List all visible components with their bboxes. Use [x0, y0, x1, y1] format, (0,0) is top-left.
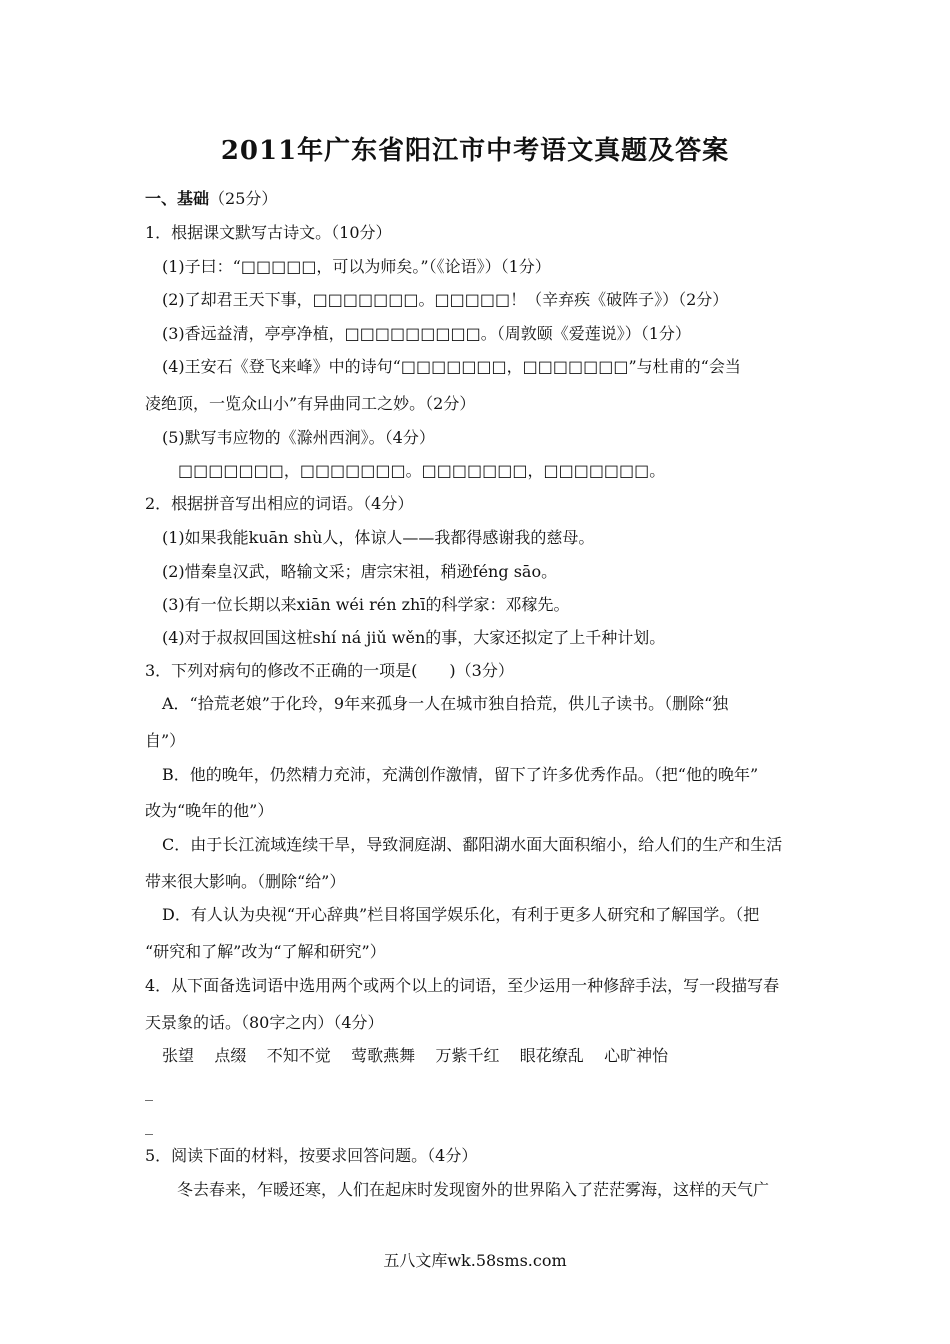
- question-4-stem: 4．从下面备选词语中选用两个或两个以上的词语，至少运用一种修辞手法，写一段描写春: [145, 976, 780, 995]
- question-5-stem: 5．阅读下面的材料，按要求回答问题。（4分）: [145, 1146, 478, 1165]
- word-bank-item: 心旷神怡: [604, 1046, 669, 1065]
- word-bank-item: 万紫千红: [435, 1046, 500, 1065]
- question-2-stem: 2．根据拼音写出相应的词语。（4分）: [145, 494, 414, 513]
- question-1-item: (4)王安石《登飞来峰》中的诗句“□□□□□□□，□□□□□□□”与杜甫的“会当: [162, 357, 741, 376]
- question-3-option: A．“拾荒老娘”于化玲，9年来孤身一人在城市独自拾荒，供儿子读书。（删除“独: [162, 694, 729, 713]
- question-1-item: (5)默写韦应物的《滁州西涧》。（4分）: [162, 428, 435, 447]
- word-bank-item: 点缀: [214, 1046, 247, 1065]
- question-1-item: 凌绝顶，一览众山小”有异曲同工之妙。（2分）: [145, 394, 476, 413]
- question-3-option: 带来很大影响。（删除“给”）: [145, 872, 346, 891]
- word-bank-item: 张望: [162, 1046, 195, 1065]
- question-3-option: 自”）: [145, 731, 186, 750]
- page-title: 2011年广东省阳江市中考语文真题及答案: [220, 136, 730, 166]
- question-4-stem: 天景象的话。（80字之内）（4分）: [145, 1013, 384, 1032]
- question-3-option: “研究和了解”改为“了解和研究”）: [145, 942, 386, 961]
- question-1-item: (1)子曰：“□□□□□，可以为师矣。”（《论语》）（1分）: [162, 257, 551, 276]
- word-bank: [162, 1046, 668, 1066]
- question-3-option: B．他的晚年，仍然精力充沛，充满创作激情，留下了许多优秀作品。（把“他的晚年”: [162, 765, 759, 784]
- word-bank-item: 不知不觉: [266, 1046, 331, 1065]
- question-1-stem: 1．根据课文默写古诗文。（10分）: [145, 223, 392, 242]
- section-heading: [145, 189, 277, 209]
- question-3-option: C．由于长江流域连续干旱，导致洞庭湖、鄱阳湖水面大面积缩小，给人们的生产和生活: [162, 835, 783, 854]
- word-bank-item: 眼花缭乱: [519, 1046, 584, 1065]
- question-5-passage: 冬去春来，乍暖还寒，人们在起床时发现窗外的世界陷入了茫茫雾海，这样的天气广: [177, 1180, 770, 1199]
- question-2-item: (1)如果我能kuān shù人，体谅人——我都得感谢我的慈母。: [162, 528, 595, 547]
- section-heading-score: （25分）: [209, 189, 278, 208]
- answer-blank: _: [145, 1082, 153, 1101]
- answer-blank: _: [145, 1116, 153, 1135]
- question-2-item: (4)对于叔叔回国这桩shí ná jiǔ wěn的事，大家还拟定了上千种计划。: [162, 628, 666, 647]
- question-2-item: (3)有一位长期以来xiān wéi rén zhī的科学家：邓稼先。: [162, 595, 570, 614]
- question-1-item: □□□□□□□，□□□□□□□。□□□□□□□，□□□□□□□。: [178, 461, 666, 480]
- page-footer: 五八文库wk.58sms.com: [383, 1251, 567, 1270]
- section-heading-label: 一、基础: [145, 189, 210, 208]
- question-3-stem: 3．下列对病句的修改不正确的一项是( )（3分）: [145, 661, 514, 680]
- word-bank-item: 莺歌燕舞: [351, 1046, 416, 1065]
- question-1-item: (2)了却君王天下事，□□□□□□□。□□□□□！（辛弃疾《破阵子》）（2分）: [162, 290, 729, 309]
- question-3-option: 改为“晚年的他”）: [145, 801, 274, 820]
- question-2-item: (2)惜秦皇汉武，略输文采；唐宗宋祖，稍逊féng sāo。: [162, 562, 558, 581]
- question-3-option: D．有人认为央视“开心辞典”栏目将国学娱乐化，有利于更多人研究和了解国学。（把: [162, 905, 760, 924]
- question-1-item: (3)香远益清，亭亭净植，□□□□□□□□□。（周敦颐《爱莲说》）（1分）: [162, 324, 691, 343]
